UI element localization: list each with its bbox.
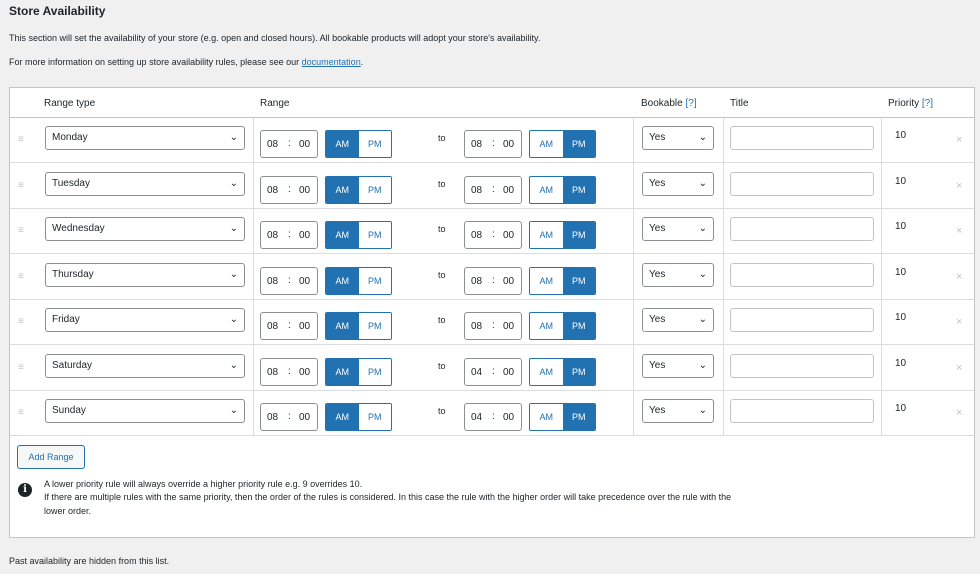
chevron-down-icon: ⌄: [698, 359, 707, 371]
time-separator: :: [492, 320, 495, 331]
range-type-select[interactable]: [45, 263, 245, 287]
column-divider: [723, 118, 724, 436]
from-minute[interactable]: 00: [299, 366, 311, 378]
from-time-input[interactable]: [260, 221, 318, 249]
from-am-button[interactable]: AM: [326, 131, 359, 157]
from-time-input[interactable]: [260, 358, 318, 386]
close-icon[interactable]: ×: [956, 134, 963, 146]
priority-value[interactable]: 10: [895, 175, 907, 187]
from-am-button[interactable]: AM: [326, 404, 359, 430]
bookable-help-link[interactable]: [?]: [685, 98, 697, 109]
chevron-down-icon: ⌄: [229, 177, 238, 189]
title-input[interactable]: [730, 354, 874, 378]
range-type-value: Sunday: [52, 405, 86, 416]
to-time-input[interactable]: [464, 358, 522, 386]
from-ampm-toggle: [325, 312, 392, 340]
section-title: Store Availability: [9, 4, 106, 18]
to-ampm-toggle: [529, 312, 596, 340]
to-time-input[interactable]: [464, 130, 522, 158]
to-minute[interactable]: 00: [503, 230, 515, 241]
note-line-1: A lower priority rule will always override a higher priority rule e.g. 9 overrides 10.: [44, 479, 363, 489]
to-minute[interactable]: 00: [503, 139, 515, 150]
range-type-select[interactable]: [45, 354, 245, 378]
from-ampm-toggle: [325, 358, 392, 386]
to-label: to: [438, 269, 446, 280]
title-input[interactable]: [730, 126, 874, 150]
close-icon[interactable]: ×: [956, 407, 963, 419]
from-time-input[interactable]: [260, 130, 318, 158]
from-hour[interactable]: 08: [267, 230, 279, 241]
to-hour[interactable]: 04: [471, 366, 483, 378]
time-separator: :: [288, 229, 291, 240]
priority-value[interactable]: 10: [895, 357, 907, 369]
to-pm-button[interactable]: PM: [563, 359, 596, 385]
note-line-3: lower order.: [44, 506, 92, 516]
range-type-value: Monday: [52, 132, 88, 143]
note-line-2: If there are multiple rules with the same priority, then the order of the rules is considered. In this case the rule with the higher order will take precedence over the rule with the: [44, 492, 732, 502]
bookable-select[interactable]: [642, 308, 714, 332]
table-header: [10, 88, 974, 118]
time-separator: :: [492, 229, 495, 240]
to-label: to: [438, 360, 446, 371]
title-input[interactable]: [730, 399, 874, 423]
time-separator: :: [288, 138, 291, 149]
header-range: Range: [260, 98, 290, 109]
footer-text: Past availability are hidden from this list.: [9, 556, 170, 566]
drag-handle-icon[interactable]: ≡: [18, 179, 24, 191]
chevron-down-icon: ⌄: [229, 405, 238, 416]
priority-help-link[interactable]: [?]: [921, 98, 934, 109]
table-row: [10, 118, 974, 163]
header-bookable-label: Bookable: [641, 98, 683, 109]
from-am-button[interactable]: AM: [326, 177, 359, 203]
range-type-value: Friday: [52, 314, 80, 325]
to-am-button[interactable]: AM: [530, 222, 563, 248]
time-separator: :: [492, 274, 495, 286]
time-separator: :: [492, 411, 495, 422]
from-am-button[interactable]: AM: [326, 359, 359, 385]
time-separator: :: [288, 365, 291, 377]
from-pm-button[interactable]: PM: [359, 404, 392, 430]
range-type-value: Thursday: [52, 268, 94, 280]
to-time-input[interactable]: [464, 176, 522, 204]
to-am-button[interactable]: AM: [530, 268, 563, 294]
from-minute[interactable]: 00: [299, 230, 311, 241]
to-hour[interactable]: 04: [471, 412, 483, 423]
time-separator: :: [288, 183, 291, 195]
more-info-text: [9, 57, 363, 67]
bookable-value: Yes: [649, 132, 666, 143]
column-divider: [881, 118, 882, 436]
priority-value[interactable]: 10: [895, 266, 907, 278]
header-range-type: Range type: [44, 98, 96, 109]
to-time-input[interactable]: [464, 403, 522, 431]
to-time-input[interactable]: [464, 267, 522, 295]
chevron-down-icon: ⌄: [229, 314, 238, 325]
table-row: [10, 346, 974, 391]
from-hour[interactable]: 08: [267, 321, 279, 332]
column-divider: [633, 118, 634, 436]
range-type-select[interactable]: [45, 172, 245, 196]
bookable-select[interactable]: [642, 126, 714, 150]
from-time-input[interactable]: [260, 176, 318, 204]
header-priority-label: Priority: [888, 98, 920, 109]
range-type-value: Saturday: [52, 359, 93, 371]
drag-handle-icon[interactable]: ≡: [18, 361, 24, 373]
to-am-button[interactable]: AM: [530, 177, 563, 203]
from-time-input[interactable]: [260, 403, 318, 431]
from-minute[interactable]: 00: [299, 412, 311, 423]
to-minute[interactable]: 00: [503, 184, 515, 196]
range-type-select[interactable]: [45, 126, 245, 150]
from-hour[interactable]: 08: [267, 366, 279, 378]
range-type-value: Tuesday: [52, 177, 90, 189]
to-pm-button[interactable]: PM: [563, 177, 596, 203]
from-ampm-toggle: [325, 130, 392, 158]
to-minute[interactable]: 00: [503, 275, 515, 287]
to-pm-button[interactable]: PM: [563, 313, 596, 339]
from-am-button[interactable]: AM: [326, 268, 359, 294]
to-ampm-toggle: [529, 267, 596, 295]
from-pm-button[interactable]: PM: [359, 359, 392, 385]
to-time-input[interactable]: [464, 312, 522, 340]
to-hour[interactable]: 08: [471, 321, 483, 332]
more-info-suffix: .: [360, 57, 364, 67]
header-priority: [888, 98, 933, 109]
drag-handle-icon[interactable]: ≡: [18, 316, 24, 327]
to-am-button[interactable]: AM: [530, 359, 563, 385]
chevron-down-icon: ⌄: [698, 177, 707, 189]
to-minute[interactable]: 00: [503, 321, 515, 332]
to-time-input[interactable]: [464, 221, 522, 249]
to-pm-button[interactable]: PM: [563, 222, 596, 248]
to-am-button[interactable]: AM: [530, 313, 563, 339]
time-separator: :: [288, 411, 291, 422]
from-am-button[interactable]: AM: [326, 313, 359, 339]
from-time-input[interactable]: [260, 312, 318, 340]
range-type-select[interactable]: [45, 399, 245, 423]
to-hour[interactable]: 08: [471, 275, 483, 287]
bookable-select[interactable]: [642, 217, 714, 241]
to-label: to: [438, 178, 446, 189]
chevron-down-icon: ⌄: [698, 314, 707, 325]
close-icon[interactable]: ×: [956, 270, 963, 283]
from-minute[interactable]: 00: [299, 275, 311, 287]
to-label: to: [438, 133, 446, 143]
chevron-down-icon: ⌄: [229, 268, 238, 280]
from-hour[interactable]: 08: [267, 412, 279, 423]
chevron-down-icon: ⌄: [698, 268, 707, 280]
close-icon[interactable]: ×: [956, 316, 963, 328]
bookable-select[interactable]: [642, 399, 714, 423]
table-row: [10, 164, 974, 209]
to-minute[interactable]: 00: [503, 412, 515, 423]
time-separator: :: [492, 183, 495, 195]
time-separator: :: [288, 274, 291, 286]
close-icon[interactable]: ×: [956, 361, 963, 374]
to-hour[interactable]: 08: [471, 230, 483, 241]
bookable-value: Yes: [649, 177, 666, 189]
from-pm-button[interactable]: PM: [359, 177, 392, 203]
bookable-select[interactable]: [642, 354, 714, 378]
priority-value[interactable]: 10: [895, 403, 907, 414]
bookable-value: Yes: [649, 223, 666, 234]
from-pm-button[interactable]: PM: [359, 131, 392, 157]
to-pm-button[interactable]: PM: [563, 131, 596, 157]
header-title: Title: [730, 98, 749, 109]
time-separator: :: [492, 138, 495, 149]
bookable-value: Yes: [649, 314, 666, 325]
chevron-down-icon: ⌄: [698, 405, 707, 416]
to-label: to: [438, 315, 446, 325]
from-hour[interactable]: 08: [267, 275, 279, 287]
to-pm-button[interactable]: PM: [563, 268, 596, 294]
chevron-down-icon: ⌄: [229, 359, 238, 371]
title-input[interactable]: [730, 263, 874, 287]
header-bookable: [641, 98, 697, 109]
to-pm-button[interactable]: PM: [563, 404, 596, 430]
title-input[interactable]: [730, 308, 874, 332]
bookable-select[interactable]: [642, 172, 714, 196]
from-minute[interactable]: 00: [299, 321, 311, 332]
table-row: [10, 391, 974, 436]
table-row: [10, 255, 974, 300]
from-ampm-toggle: [325, 267, 392, 295]
from-ampm-toggle: [325, 221, 392, 249]
to-am-button[interactable]: AM: [530, 131, 563, 157]
from-minute[interactable]: 00: [299, 139, 311, 150]
from-hour[interactable]: 08: [267, 184, 279, 196]
from-minute[interactable]: 00: [299, 184, 311, 196]
from-pm-button[interactable]: PM: [359, 222, 392, 248]
time-separator: :: [492, 365, 495, 377]
to-am-button[interactable]: AM: [530, 404, 563, 430]
range-type-value: Wednesday: [52, 223, 105, 234]
to-label: to: [438, 224, 446, 234]
close-icon[interactable]: ×: [956, 179, 963, 192]
bookable-select[interactable]: [642, 263, 714, 287]
range-type-select[interactable]: [45, 217, 245, 241]
to-ampm-toggle: [529, 403, 596, 431]
chevron-down-icon: ⌄: [229, 223, 238, 234]
to-hour[interactable]: 08: [471, 184, 483, 196]
priority-value[interactable]: 10: [895, 221, 907, 232]
time-separator: :: [288, 320, 291, 331]
chevron-down-icon: ⌄: [698, 223, 707, 234]
chevron-down-icon: ⌄: [698, 132, 707, 143]
drag-handle-icon[interactable]: ≡: [18, 134, 24, 145]
bookable-value: Yes: [649, 359, 666, 371]
to-ampm-toggle: [529, 176, 596, 204]
close-icon[interactable]: ×: [956, 225, 963, 237]
priority-value[interactable]: 10: [895, 312, 907, 323]
title-input[interactable]: [730, 172, 874, 196]
title-input[interactable]: [730, 217, 874, 241]
table-row: [10, 209, 974, 254]
drag-handle-icon[interactable]: ≡: [18, 270, 24, 282]
documentation-link[interactable]: documentation: [301, 57, 361, 67]
from-hour[interactable]: 08: [267, 139, 279, 150]
from-ampm-toggle: [325, 176, 392, 204]
info-icon: i: [18, 483, 32, 497]
priority-value[interactable]: 10: [895, 130, 907, 141]
availability-panel: [9, 87, 975, 538]
drag-handle-icon[interactable]: ≡: [18, 407, 24, 418]
bookable-value: Yes: [649, 268, 666, 280]
to-hour[interactable]: 08: [471, 139, 483, 150]
drag-handle-icon[interactable]: ≡: [18, 225, 24, 236]
from-am-button[interactable]: AM: [326, 222, 359, 248]
more-info-prefix: For more information on setting up store availability rules, please see our: [9, 57, 302, 67]
from-time-input[interactable]: [260, 267, 318, 295]
from-ampm-toggle: [325, 403, 392, 431]
from-pm-button[interactable]: PM: [359, 313, 392, 339]
from-pm-button[interactable]: PM: [359, 268, 392, 294]
column-divider: [253, 118, 254, 436]
range-type-select[interactable]: [45, 308, 245, 332]
to-ampm-toggle: [529, 358, 596, 386]
to-ampm-toggle: [529, 130, 596, 158]
section-description: This section will set the availability of your store (e.g. open and closed hours). All bookable products will adopt your store's availability.: [9, 33, 541, 43]
chevron-down-icon: ⌄: [229, 132, 238, 143]
bookable-value: Yes: [649, 405, 666, 416]
add-range-button[interactable]: Add Range: [17, 445, 85, 469]
table-row: [10, 300, 974, 345]
to-minute[interactable]: 00: [503, 366, 515, 378]
to-ampm-toggle: [529, 221, 596, 249]
to-label: to: [438, 406, 446, 416]
